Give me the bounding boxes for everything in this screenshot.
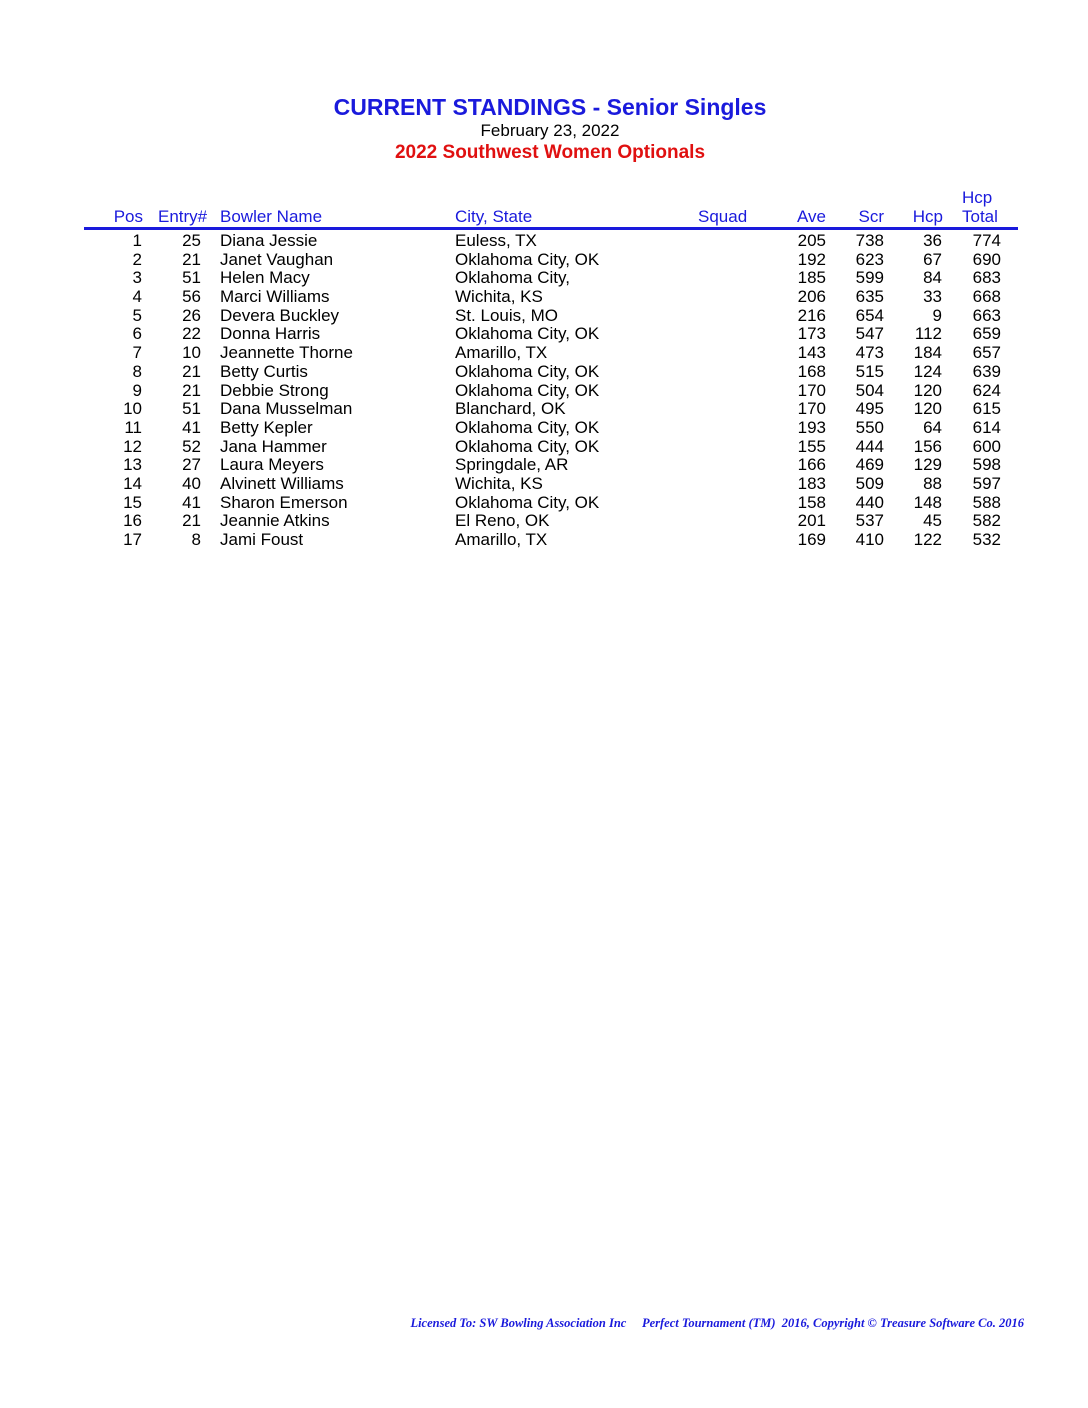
position-cell: 9 xyxy=(132,380,142,400)
report-date: February 23, 2022 xyxy=(480,121,620,140)
handicap-cell: 84 xyxy=(923,268,942,288)
position-cell: 8 xyxy=(132,361,142,381)
entry-number-cell: 21 xyxy=(182,361,201,381)
table-row xyxy=(0,343,1088,362)
table-row xyxy=(0,268,1088,287)
handicap-cell: 184 xyxy=(913,343,942,363)
bowler-name-cell: Jana Hammer xyxy=(220,436,327,456)
handicap-cell: 156 xyxy=(913,436,942,456)
average-cell: 173 xyxy=(797,324,826,344)
column-header-hcp: Hcp xyxy=(912,207,943,226)
column-header-hcp-total-top: Hcp xyxy=(962,188,993,207)
entry-number-cell: 8 xyxy=(191,530,201,549)
handicap-total-cell: 615 xyxy=(972,399,1001,419)
scratch-score-cell: 623 xyxy=(855,249,884,269)
handicap-cell: 124 xyxy=(913,361,942,381)
scratch-score-cell: 635 xyxy=(855,287,884,307)
column-header-ave: Ave xyxy=(797,207,826,226)
position-cell: 3 xyxy=(132,268,142,288)
average-cell: 143 xyxy=(797,343,826,363)
position-cell: 16 xyxy=(123,511,142,531)
position-cell: 4 xyxy=(132,287,142,307)
entry-number-cell: 21 xyxy=(182,380,201,400)
handicap-cell: 67 xyxy=(923,249,942,269)
table-row xyxy=(0,362,1088,381)
entry-number-cell: 56 xyxy=(182,287,201,307)
bowler-name-cell: Donna Harris xyxy=(220,324,321,344)
average-cell: 205 xyxy=(797,231,826,250)
bowler-name-cell: Diana Jessie xyxy=(220,231,318,250)
scratch-score-cell: 547 xyxy=(855,324,884,344)
average-cell: 169 xyxy=(797,530,826,549)
scratch-score-cell: 509 xyxy=(855,473,884,493)
scratch-score-cell: 654 xyxy=(855,305,884,325)
city-state-cell: Oklahoma City, OK xyxy=(455,417,600,437)
city-state-cell: El Reno, OK xyxy=(455,511,550,531)
column-header-pos: Pos xyxy=(113,207,143,226)
column-header-city-state: City, State xyxy=(455,207,533,226)
entry-number-cell: 51 xyxy=(182,399,201,419)
handicap-total-cell: 774 xyxy=(972,231,1001,250)
scratch-score-cell: 537 xyxy=(855,511,884,531)
table-row xyxy=(0,474,1088,493)
table-row xyxy=(0,287,1088,306)
license-footer: Licensed To: SW Bowling Association Inc Perfect Tournament (TM) 2016, Copyright © Treasure Software Co. 2016 xyxy=(410,1316,1024,1330)
column-header-bowler-name: Bowler Name xyxy=(220,207,323,226)
table-row xyxy=(0,381,1088,400)
table-row xyxy=(0,511,1088,530)
column-header-hcp-total-bottom: Total xyxy=(962,207,998,226)
handicap-cell: 33 xyxy=(923,287,942,307)
entry-number-cell: 41 xyxy=(182,417,201,437)
table-row xyxy=(0,399,1088,418)
average-cell: 216 xyxy=(797,305,826,325)
handicap-cell: 120 xyxy=(913,399,942,419)
entry-number-cell: 52 xyxy=(182,436,201,456)
average-cell: 170 xyxy=(797,399,826,419)
handicap-cell: 64 xyxy=(923,417,942,437)
table-row xyxy=(0,418,1088,437)
city-state-cell: Oklahoma City, OK xyxy=(455,492,600,512)
handicap-total-cell: 588 xyxy=(972,492,1001,512)
column-header-squad: Squad xyxy=(698,207,748,226)
average-cell: 155 xyxy=(797,436,826,456)
scratch-score-cell: 599 xyxy=(855,268,884,288)
header-divider xyxy=(84,227,1018,230)
bowler-name-cell: Jami Foust xyxy=(220,530,304,549)
average-cell: 185 xyxy=(797,268,826,288)
handicap-total-cell: 600 xyxy=(972,436,1001,456)
scratch-score-cell: 440 xyxy=(855,492,884,512)
average-cell: 158 xyxy=(797,492,826,512)
position-cell: 14 xyxy=(123,473,142,493)
handicap-total-cell: 614 xyxy=(972,417,1001,437)
city-state-cell: Blanchard, OK xyxy=(455,399,566,419)
handicap-total-cell: 639 xyxy=(972,361,1001,381)
scratch-score-cell: 495 xyxy=(855,399,884,419)
table-row xyxy=(0,231,1088,250)
entry-number-cell: 41 xyxy=(182,492,201,512)
bowler-name-cell: Helen Macy xyxy=(220,268,310,288)
average-cell: 166 xyxy=(797,455,826,475)
city-state-cell: Wichita, KS xyxy=(455,287,543,307)
handicap-total-cell: 663 xyxy=(972,305,1001,325)
city-state-cell: Wichita, KS xyxy=(455,473,543,493)
bowler-name-cell: Marci Williams xyxy=(220,287,330,307)
scratch-score-cell: 504 xyxy=(855,380,884,400)
bowler-name-cell: Laura Meyers xyxy=(220,455,324,475)
position-cell: 2 xyxy=(132,249,142,269)
average-cell: 170 xyxy=(797,380,826,400)
bowler-name-cell: Janet Vaughan xyxy=(220,249,334,269)
position-cell: 10 xyxy=(123,399,142,419)
handicap-total-cell: 624 xyxy=(972,380,1001,400)
city-state-cell: Oklahoma City, OK xyxy=(455,380,600,400)
city-state-cell: Amarillo, TX xyxy=(455,530,548,549)
scratch-score-cell: 515 xyxy=(855,361,884,381)
table-row xyxy=(0,530,1088,549)
scratch-score-cell: 473 xyxy=(855,343,884,363)
city-state-cell: Euless, TX xyxy=(455,231,537,250)
scratch-score-cell: 444 xyxy=(855,436,884,456)
event-title: 2022 Southwest Women Optionals xyxy=(394,142,706,163)
column-header-entry: Entry# xyxy=(158,207,208,226)
position-cell: 6 xyxy=(132,324,142,344)
city-state-cell: St. Louis, MO xyxy=(455,305,558,325)
table-row xyxy=(0,455,1088,474)
handicap-total-cell: 659 xyxy=(972,324,1001,344)
bowler-name-cell: Debbie Strong xyxy=(220,380,329,400)
entry-number-cell: 40 xyxy=(182,473,201,493)
average-cell: 192 xyxy=(797,249,826,269)
handicap-cell: 36 xyxy=(923,231,942,250)
entry-number-cell: 21 xyxy=(182,249,201,269)
standings-table xyxy=(0,231,1088,549)
position-cell: 17 xyxy=(123,530,142,549)
table-row xyxy=(0,437,1088,456)
bowler-name-cell: Devera Buckley xyxy=(220,305,340,325)
scratch-score-cell: 469 xyxy=(855,455,884,475)
entry-number-cell: 51 xyxy=(182,268,201,288)
city-state-cell: Springdale, AR xyxy=(455,455,569,475)
entry-number-cell: 22 xyxy=(182,324,201,344)
column-header-scr: Scr xyxy=(858,207,884,226)
average-cell: 206 xyxy=(797,287,826,307)
scratch-score-cell: 738 xyxy=(855,231,884,250)
handicap-cell: 45 xyxy=(923,511,942,531)
average-cell: 183 xyxy=(797,473,826,493)
average-cell: 168 xyxy=(797,361,826,381)
handicap-total-cell: 668 xyxy=(972,287,1001,307)
handicap-total-cell: 532 xyxy=(972,530,1001,549)
handicap-cell: 112 xyxy=(914,324,942,344)
city-state-cell: Oklahoma City, OK xyxy=(455,361,600,381)
handicap-cell: 120 xyxy=(913,380,942,400)
city-state-cell: Amarillo, TX xyxy=(455,343,548,363)
handicap-cell: 129 xyxy=(913,455,942,475)
entry-number-cell: 27 xyxy=(182,455,201,475)
page-title: CURRENT STANDINGS - Senior Singles xyxy=(333,94,767,120)
city-state-cell: Oklahoma City, xyxy=(455,268,570,288)
city-state-cell: Oklahoma City, OK xyxy=(455,249,600,269)
scratch-score-cell: 550 xyxy=(855,417,884,437)
bowler-name-cell: Betty Kepler xyxy=(220,417,313,437)
handicap-cell: 9 xyxy=(932,305,942,325)
bowler-name-cell: Alvinett Williams xyxy=(220,473,344,493)
position-cell: 12 xyxy=(123,436,142,456)
bowler-name-cell: Betty Curtis xyxy=(220,361,308,381)
position-cell: 13 xyxy=(123,455,142,475)
table-row xyxy=(0,493,1088,512)
average-cell: 201 xyxy=(797,511,826,531)
handicap-total-cell: 597 xyxy=(972,473,1001,493)
table-row xyxy=(0,250,1088,269)
handicap-total-cell: 683 xyxy=(972,268,1001,288)
handicap-cell: 88 xyxy=(923,473,942,493)
city-state-cell: Oklahoma City, OK xyxy=(455,324,600,344)
handicap-total-cell: 582 xyxy=(972,511,1001,531)
bowler-name-cell: Sharon Emerson xyxy=(220,492,348,512)
handicap-total-cell: 690 xyxy=(972,249,1001,269)
position-cell: 5 xyxy=(132,305,142,325)
position-cell: 11 xyxy=(124,417,142,437)
handicap-cell: 122 xyxy=(913,530,942,549)
entry-number-cell: 26 xyxy=(182,305,201,325)
entry-number-cell: 10 xyxy=(182,343,201,363)
scratch-score-cell: 410 xyxy=(855,530,884,549)
table-row xyxy=(0,306,1088,325)
position-cell: 1 xyxy=(132,231,142,250)
table-row xyxy=(0,324,1088,343)
handicap-total-cell: 598 xyxy=(972,455,1001,475)
handicap-cell: 148 xyxy=(913,492,942,512)
entry-number-cell: 25 xyxy=(182,231,201,250)
position-cell: 7 xyxy=(132,343,142,363)
handicap-total-cell: 657 xyxy=(972,343,1001,363)
average-cell: 193 xyxy=(797,417,826,437)
entry-number-cell: 21 xyxy=(182,511,201,531)
bowler-name-cell: Jeannie Atkins xyxy=(220,511,330,531)
city-state-cell: Oklahoma City, OK xyxy=(455,436,600,456)
position-cell: 15 xyxy=(123,492,142,512)
bowler-name-cell: Dana Musselman xyxy=(220,399,353,419)
bowler-name-cell: Jeannette Thorne xyxy=(220,343,353,363)
